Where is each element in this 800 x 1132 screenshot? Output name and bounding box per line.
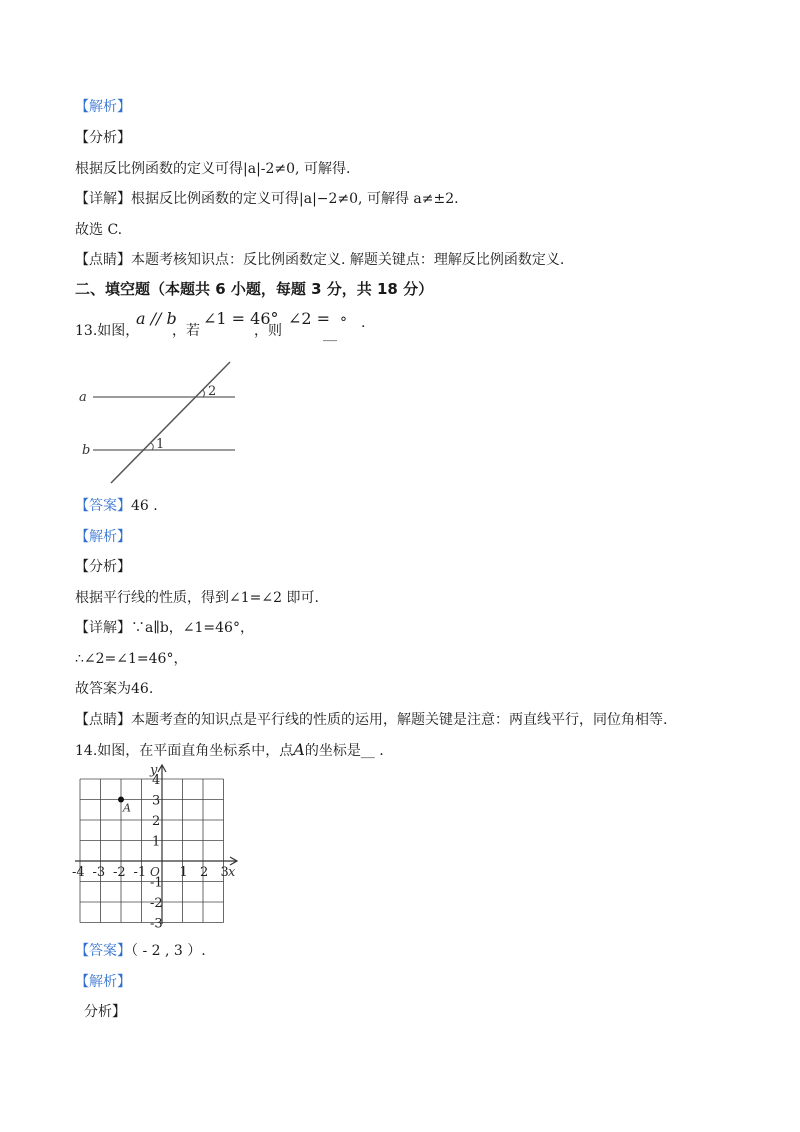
analysis-tag-14: 【解析】 xyxy=(75,974,131,990)
comment-tag-13: 【点睛】 xyxy=(75,712,131,728)
point-a-label: A xyxy=(123,801,131,815)
analysis-text: 根据反比例函数的定义可得|a|-2≠0, 可解得. xyxy=(75,161,351,177)
y-tick-labels xyxy=(150,773,163,930)
transversal-line xyxy=(111,362,230,483)
x-tick-label: 2 xyxy=(200,865,209,880)
q13-prefix: 13.如图， xyxy=(75,323,140,339)
detail-text-13: ∵a∥b，∠1=46°， xyxy=(131,620,254,636)
detail-line-13 xyxy=(75,619,254,637)
analysis-sub-tag-14: 分析】 xyxy=(84,1004,126,1020)
y-tick-label: -2 xyxy=(150,896,163,911)
q13-if: ，若 xyxy=(172,323,200,339)
parallel-lines-figure xyxy=(75,355,245,490)
label-a: a xyxy=(79,390,87,405)
comment-line xyxy=(75,251,564,269)
analysis-text-13: 根据平行线的性质，得到∠1=∠2 即可. xyxy=(75,590,319,606)
answer-14-text: （ - 2 , 3 ）. xyxy=(131,943,206,959)
question-13 xyxy=(75,322,139,340)
q13-angle1-expr: ∠1 = 46° xyxy=(203,309,279,328)
detail-tag: 【详解】 xyxy=(75,191,131,207)
x-tick-label: -1 xyxy=(133,865,147,880)
q13-angle2-expr: ∠2 = xyxy=(288,309,331,328)
y-tick-label: 4 xyxy=(152,773,161,788)
comment-tag: 【点睛】 xyxy=(75,252,131,268)
question-14 xyxy=(75,741,384,760)
angle-1-arc xyxy=(151,443,153,450)
answer-13-tag: 【答案】 xyxy=(75,498,131,514)
analysis-tag-13: 【解析】 xyxy=(75,529,131,545)
y-tick-label: -1 xyxy=(150,875,163,891)
comment-text: 本题考核知识点：反比例函数定义. 解题关键点：理解反比例函数定义. xyxy=(131,252,565,268)
angle-2-arc xyxy=(203,390,205,397)
conclusion-13: 故答案为46. xyxy=(75,681,154,697)
detail-text: 根据反比例函数的定义可得|a|−2≠0, 可解得 a≠±2. xyxy=(131,191,459,207)
choice-line: 故选 C. xyxy=(75,222,123,238)
x-tick-label: -2 xyxy=(113,865,126,880)
q13-degree-end: ° . xyxy=(340,315,366,331)
q14-suffix: 的坐标是__ . xyxy=(304,743,384,759)
therefore-line-13: ∴∠2=∠1=46°， xyxy=(75,651,188,667)
q13-blank: __ xyxy=(323,326,337,342)
x-tick-label: 1 xyxy=(179,865,188,880)
comment-line-13 xyxy=(75,711,667,729)
detail-line xyxy=(75,190,459,208)
detail-tag-13: 【详解】 xyxy=(75,620,131,636)
answer-13-text: 46 . xyxy=(131,498,158,514)
x-tick-label: -4 xyxy=(72,865,85,880)
analysis-sub-tag: 【分析】 xyxy=(75,130,131,146)
y-tick-label: -3 xyxy=(150,916,163,930)
q13-parallel-expr: a // b xyxy=(136,309,177,328)
section-heading: 二、填空题（本题共 6 小题，每题 3 分，共 18 分） xyxy=(75,280,434,298)
label-b: b xyxy=(82,443,91,458)
analysis-sub-tag-13: 【分析】 xyxy=(75,559,131,575)
answer-14 xyxy=(75,942,206,960)
y-tick-label: 3 xyxy=(152,793,161,809)
x-axis-label: x xyxy=(228,865,236,880)
q13-then: ，则 xyxy=(254,323,282,339)
q14-prefix: 14.如图，在平面直角坐标系中，点 xyxy=(75,743,294,759)
y-tick-label: 1 xyxy=(152,834,161,850)
x-tick-label: 3 xyxy=(220,865,229,880)
coordinate-grid-figure xyxy=(70,760,245,930)
answer-13 xyxy=(75,497,158,515)
comment-text-13: 本题考查的知识点是平行线的性质的运用，解题关键是注意：两直线平行，同位角相等. xyxy=(131,712,668,728)
x-tick-label: -3 xyxy=(92,865,106,880)
y-tick-label: 2 xyxy=(152,814,161,829)
origin-label: O xyxy=(150,865,160,879)
angle-2-label: 2 xyxy=(208,384,217,399)
angle-1-label: 1 xyxy=(156,437,165,452)
answer-14-tag: 【答案】 xyxy=(75,943,131,959)
y-axis-label: y xyxy=(150,763,158,778)
analysis-tag: 【解析】 xyxy=(75,99,131,115)
q14-point-A: A xyxy=(293,740,305,759)
